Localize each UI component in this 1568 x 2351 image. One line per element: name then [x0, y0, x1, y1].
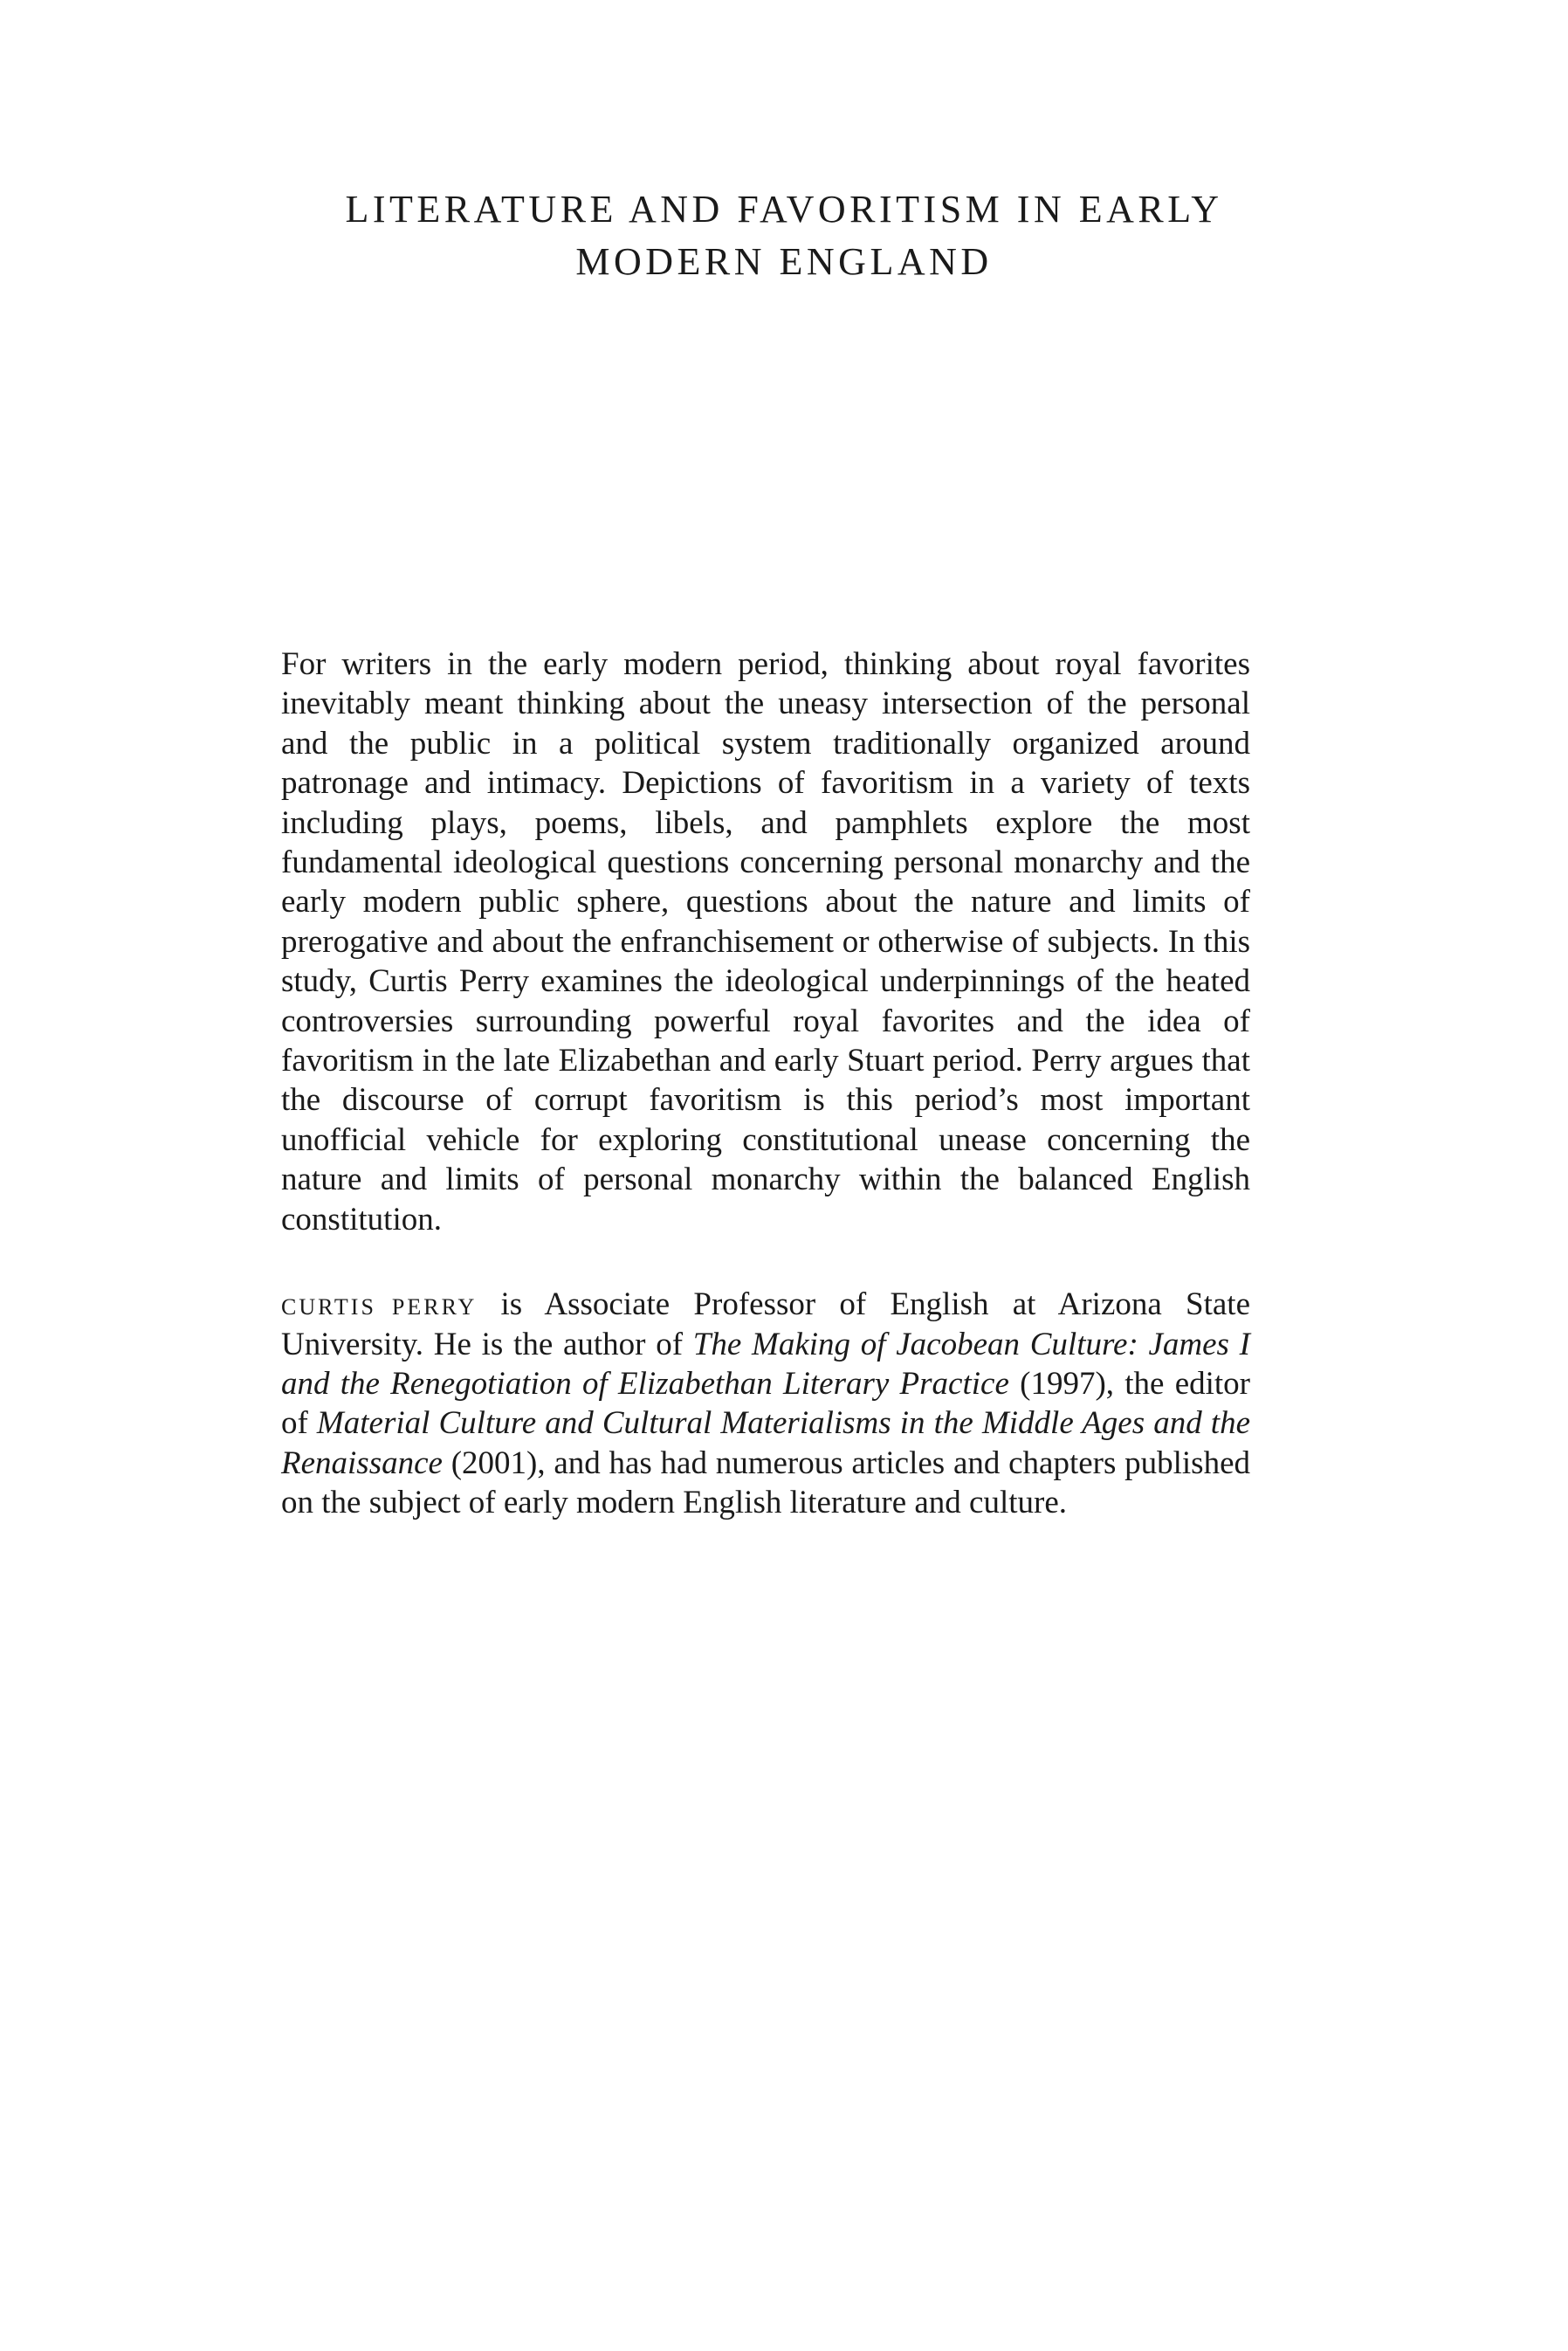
book-description: For writers in the early modern period, thinking about royal favorites inevitably meant thinking about the uneasy intersection of the personal and the public in a political system traditionally organized around patronage and intimacy. Depictions of favoritism in a variety of texts including plays, poems, libels, and pamphlets explore the most fundamental ideological questions concerning personal monarchy and the early modern public sphere, questions about the nature and limits of prerogative and about the enfranchisement or otherwise of subjects. In this study, Curtis Perry examines the ideological underpinnings of the heated controversies surrounding powerful royal favorites and the idea of favoritism in the late Elizabethan and early Stuart period. Perry argues that the discourse of corrupt favoritism is this period’s most important unofficial vehicle for exploring constitutional unease concerning the nature and limits of personal monarchy within the balanced English constitution. — [281, 646, 1250, 1238]
bio-text-2: (1997), the editor of — [281, 1365, 1250, 1442]
book-title — [192, 183, 1376, 288]
book-title-line-1: LITERATURE AND FAVORITISM IN EARLY — [345, 188, 1223, 231]
text-block — [281, 645, 1250, 1523]
book-title-2: Material Culture and Cultural Materialisms in the Middle Ages and the Renaissance — [281, 1405, 1250, 1481]
book-title-line-2: MODERN ENGLAND — [575, 240, 993, 283]
bio-text-1: is Associate Professor of English at Arizona State University. He is the author of — [281, 1286, 1250, 1362]
author-bio — [281, 1285, 1250, 1522]
bio-text-3: (2001), and has had numerous articles and chapters published on the subject of early modern English literature and culture. — [281, 1444, 1250, 1521]
author-last-name: perry — [391, 1286, 478, 1323]
book-title-1: The Making of Jacobean Culture: James I and the Renegotiation of Elizabethan Literary Practice — [281, 1326, 1250, 1402]
author-first-name: curtis — [281, 1286, 376, 1323]
